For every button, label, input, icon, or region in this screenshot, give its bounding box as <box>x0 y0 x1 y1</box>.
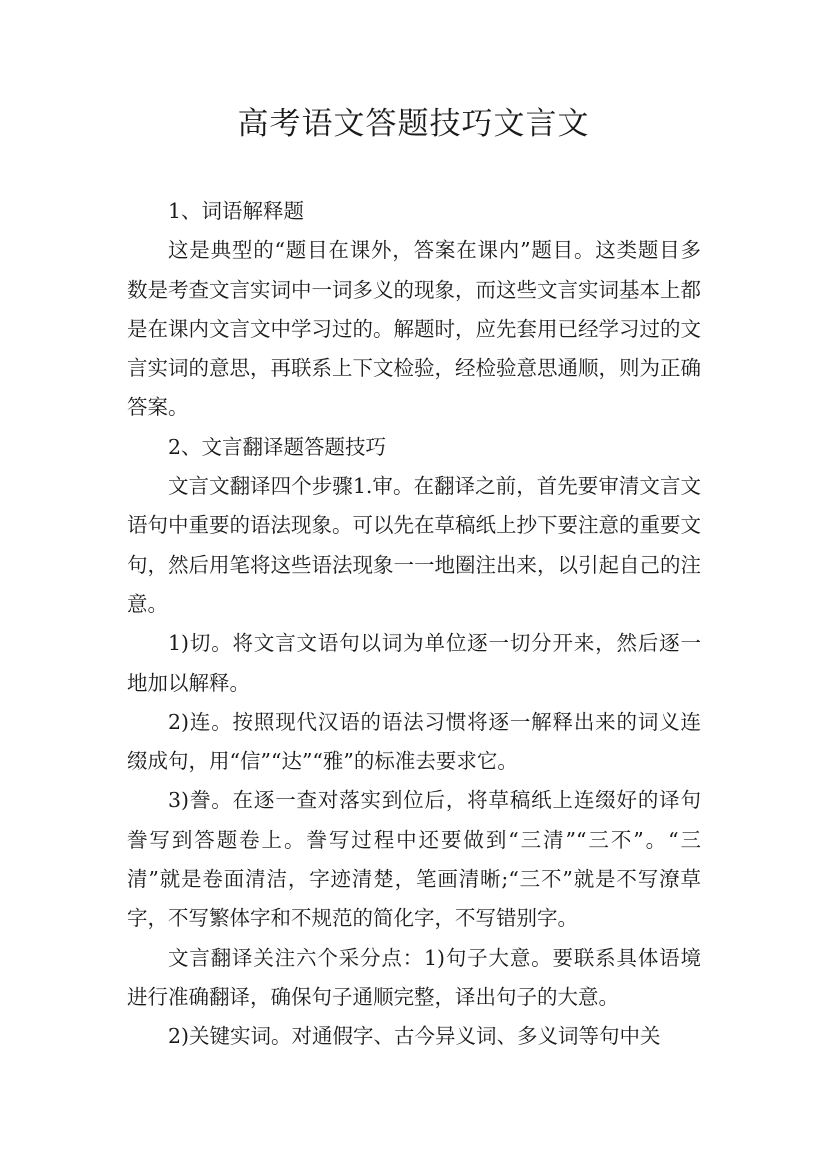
paragraph-key-words: 2)关键实词。对通假字、古今异义词、多义词等句中关 <box>168 1024 661 1049</box>
paragraph-word-explanation: 这是典型的“题目在课外，答案在课内”题目。这类题目多数是考查文言实词中一词多义的现象，而这些文言实词基本上都是在课内文言文中学习过的。解题时，应先套用已经学习过的文言实词的意思，再联系上下文检验，经检验意思通顺，则为正确答案。 <box>127 238 701 420</box>
document-title: 高考语文答题技巧文言文 <box>237 106 590 142</box>
document-body <box>127 192 701 1057</box>
paragraph-scoring-points: 文言翻译关注六个采分点：1)句子大意。要联系具体语境进行准确翻译，确保句子通顺完整，译出句子的大意。 <box>127 945 701 1009</box>
paragraph-step-cut: 1)切。将文言文语句以词为单位逐一切分开来，然后逐一地加以解释。 <box>127 631 701 695</box>
section-heading-word-explanation: 1、词语解释题 <box>168 199 305 223</box>
paragraph-translation-steps: 文言文翻译四个步骤1.审。在翻译之前，首先要审清文言文语句中重要的语法现象。可以先在草稿纸上抄下要注意的重要文句，然后用笔将这些语法现象一一地圈注出来，以引起自己的注意。 <box>127 474 701 616</box>
section-heading-translation-skills: 2、文言翻译题答题技巧 <box>168 434 387 459</box>
paragraph-step-copy: 3)誊。在逐一查对落实到位后，将草稿纸上连缀好的译句誊写到答题卷上。誊写过程中还要做到“三清”“三不”。“三清”就是卷面清洁，字迹清楚，笔画清晰;“三不”就是不写潦草字，不写繁体字和不规范的简化字，不写错别字。 <box>127 788 701 931</box>
paragraph-step-connect: 2)连。按照现代汉语的语法习惯将逐一解释出来的词义连缀成句，用“信”“达”“雅”的标准去要求它。 <box>127 709 701 774</box>
